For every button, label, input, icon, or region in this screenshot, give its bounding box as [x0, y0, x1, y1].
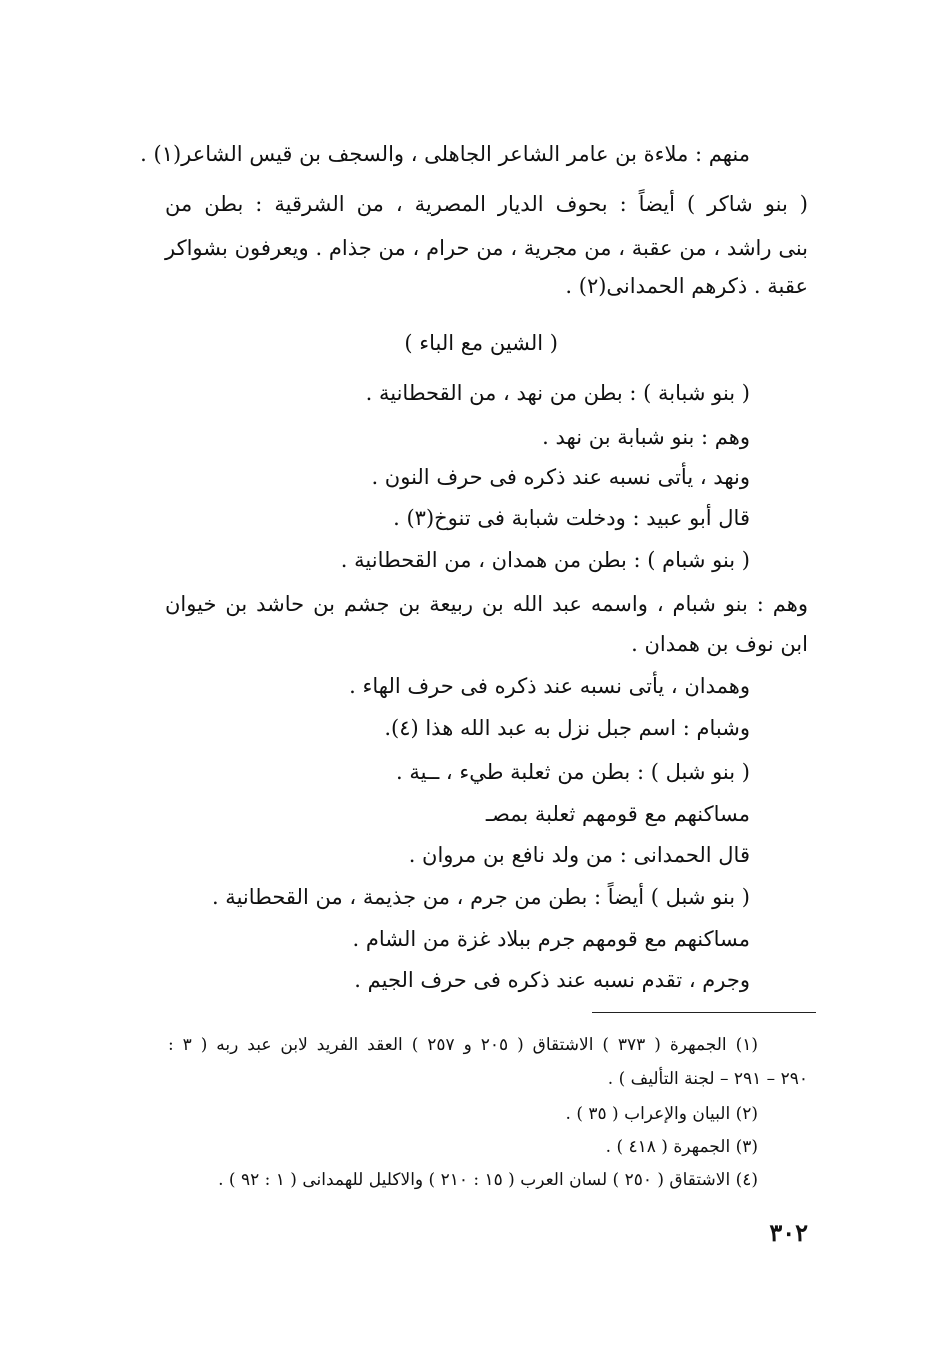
- body-line-16: مساكنهم مع قومهم ثعلبة بمصـ: [485, 802, 750, 826]
- body-line-20: وجرم ، تقدم نسبه عند ذكره فى حرف الجيم .: [354, 968, 750, 992]
- footnote-separator: [592, 1012, 816, 1013]
- body-line-8: ونهد ، يأتى نسبه عند ذكره فى حرف النون .: [371, 465, 750, 489]
- footnote-1-continued: ٢٩٠ – ٢٩١ – لجنة التأليف ) .: [607, 1069, 808, 1089]
- body-line-10: ( بنو شبام ) : بطن من همدان ، من القحطانية .: [340, 548, 750, 572]
- body-line-17: قال الحمدانى : من ولد نافع بن مروان .: [408, 843, 750, 867]
- body-line-18: ( بنو شبل ) أيضاً : بطن من جرم ، من جذيمة ، من القحطانية .: [211, 885, 750, 909]
- body-line-4: عقبة . ذكرهم الحمدانى(٢) .: [565, 274, 808, 298]
- body-line-12: ابن نوف بن همدان .: [631, 632, 808, 656]
- body-line-2: ( بنو شاكر ) أيضاً : بحوف الديار المصرية ، من الشرقية : بطن من: [165, 192, 808, 216]
- footnote-1: (١) الجمهرة ( ٣٧٣ ) الاشتقاق ( ٢٠٥ و ٢٥٧ ) العقد الفريد لابن عبد ربه ( ٣ :: [168, 1035, 758, 1055]
- footnote-4: (٤) الاشتقاق ( ٢٥٠ ) لسان العرب ( ١٥ : ٢١٠ ) والاكليل للهمدانى ( ١ : ٩٢ ) .: [218, 1170, 758, 1190]
- footnote-2: (٢) البيان والإعراب ( ٣٥ ) .: [565, 1104, 758, 1124]
- page-number: ٣٠٢: [769, 1218, 808, 1247]
- body-line-13: وهمدان ، يأتى نسبه عند ذكره فى حرف الهاء .: [349, 674, 750, 698]
- body-line-11: وهم : بنو شبام ، واسمه عبد الله بن ربيعة بن جشم بن حاشد بن خيوان: [165, 592, 808, 616]
- body-line-15: ( بنو شبل ) : بطن من ثعلبة طيء ، ــية .: [395, 760, 750, 784]
- section-heading: ( الشين مع الباء ): [404, 331, 558, 355]
- body-line-6: ( بنو شبابة ) : بطن من نهد ، من القحطانية .: [365, 381, 750, 405]
- body-line-3: بنى راشد ، من عقبة ، من مجرية ، من حرام ، من جذام . ويعرفون بشواكر: [165, 236, 808, 260]
- body-line-19: مساكنهم مع قومهم جرم ببلاد غزة من الشام .: [352, 927, 750, 951]
- footnote-3: (٣) الجمهرة ( ٤١٨ ) .: [605, 1137, 758, 1157]
- body-line-14: وشبام : اسم جبل نزل به عبد الله هذا (٤).: [384, 716, 750, 740]
- body-line-7: وهم : بنو شبابة بن نهد .: [542, 425, 750, 449]
- body-line-1: منهم : ملاءة بن عامر الشاعر الجاهلى ، والسجف بن قيس الشاعر(١) .: [140, 142, 750, 166]
- body-line-9: قال أبو عبيد : ودخلت شبابة فى تنوخ(٣) .: [393, 506, 750, 530]
